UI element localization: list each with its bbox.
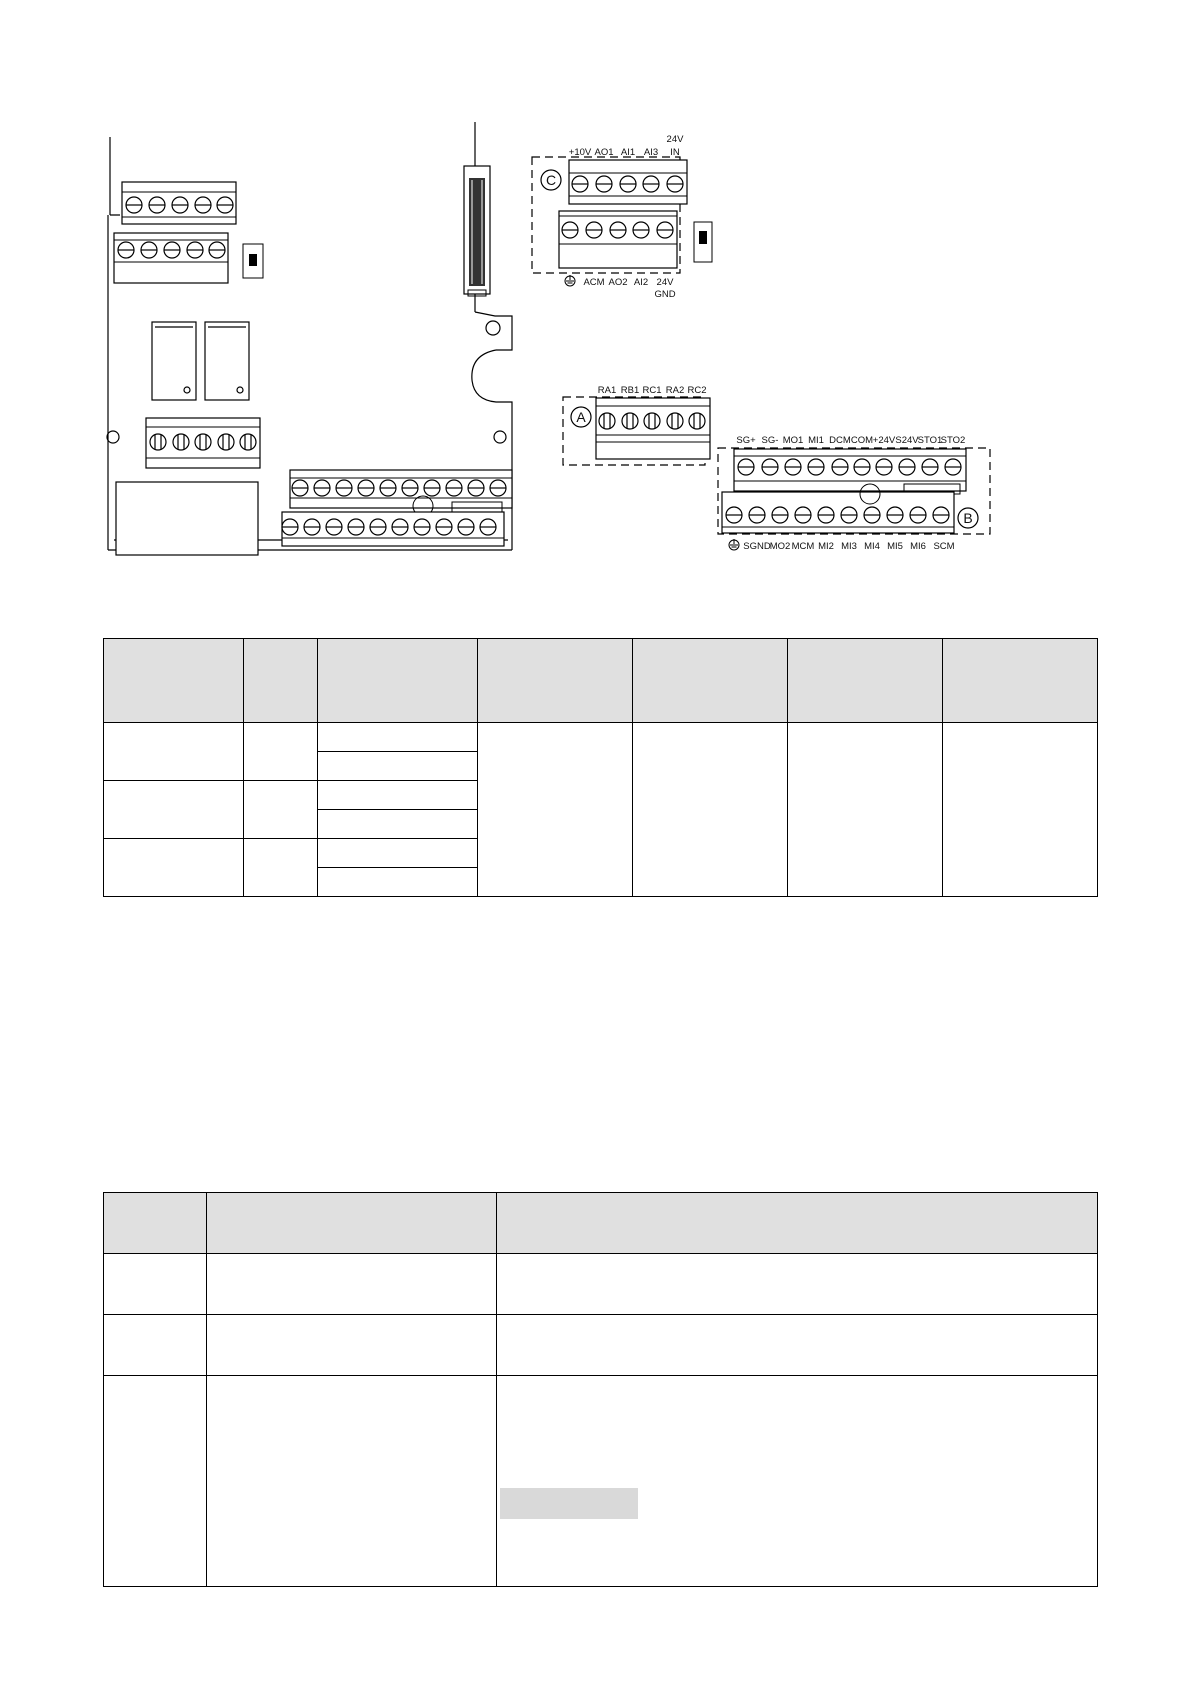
- table1-header-cell: [788, 639, 943, 723]
- label-c-top-1: +10V: [568, 147, 592, 158]
- table-cell: [497, 1376, 1098, 1587]
- table-cell: [104, 781, 244, 839]
- table-cell: [318, 839, 478, 868]
- label-b-top-7: +24V: [872, 435, 896, 446]
- table2-header-cell: [207, 1193, 497, 1254]
- table-cell: [318, 723, 478, 752]
- bottom-left-component: [116, 482, 258, 555]
- table-cell: [478, 723, 633, 897]
- label-c-bottom-2: AO2: [608, 277, 628, 288]
- detail-b-io-terminals: [718, 435, 990, 552]
- label-c-bottom-gnd: GND: [654, 289, 676, 300]
- label-b-bottom-1: SGND: [743, 541, 771, 552]
- label-c-top-3: AI1: [620, 147, 636, 158]
- table-cell: [318, 781, 478, 810]
- label-b-top-8: S24V: [895, 435, 919, 446]
- label-b-bottom-7: MI5: [887, 541, 903, 552]
- table-cell: [104, 723, 244, 781]
- table-cell: [633, 723, 788, 897]
- table-cell: [207, 1254, 497, 1315]
- ground-icon: [729, 539, 739, 550]
- detail-a-relay-terminals: [563, 385, 710, 465]
- terminal-function-table: [103, 1192, 1098, 1587]
- table-row: [104, 723, 1098, 752]
- table-cell: [104, 839, 244, 897]
- table-cell: [104, 1254, 207, 1315]
- table1-header-cell: [244, 639, 318, 723]
- table2-header-cell: [104, 1193, 207, 1254]
- label-b-top-4: MI1: [808, 435, 824, 446]
- table2-header-cell: [497, 1193, 1098, 1254]
- relays: [152, 322, 249, 400]
- table2-header-row: [104, 1193, 1098, 1254]
- label-b-bottom-3: MCM: [791, 541, 815, 552]
- label-b-bottom-2: MO2: [769, 541, 791, 552]
- table1-header-cell: [104, 639, 244, 723]
- table-cell: [788, 723, 943, 897]
- terminal-spec-table: [103, 638, 1098, 897]
- terminal-block-upper-left: [114, 182, 263, 283]
- table-cell: [497, 1254, 1098, 1315]
- label-b-top-9: STO1: [917, 435, 943, 446]
- table1-header-cell: [633, 639, 788, 723]
- marker-a: A: [576, 409, 586, 425]
- control-board-terminal-diagram: [0, 0, 1191, 600]
- table-cell: [943, 723, 1098, 897]
- label-b-top-6: COM: [850, 435, 874, 446]
- table1-header-cell: [318, 639, 478, 723]
- ribbon-connector: [464, 166, 490, 296]
- label-b-top-1: SG+: [736, 435, 756, 446]
- label-b-bottom-8: MI6: [910, 541, 926, 552]
- label-c-bottom-1: ACM: [583, 277, 605, 288]
- table-row: [104, 1254, 1098, 1315]
- label-c-top-2: AO1: [594, 147, 614, 158]
- table-cell: [497, 1315, 1098, 1376]
- label-a-5: RC2: [687, 385, 707, 396]
- table-cell: [244, 723, 318, 781]
- label-b-bottom-5: MI3: [841, 541, 857, 552]
- label-a-1: RA1: [597, 385, 617, 396]
- table1-header-cell: [478, 639, 633, 723]
- label-a-3: RC1: [642, 385, 662, 396]
- label-b-top-3: MO1: [782, 435, 804, 446]
- label-b-top-2: SG-: [761, 435, 779, 446]
- label-a-2: RB1: [620, 385, 640, 396]
- table-cell: [318, 868, 478, 897]
- label-b-top-5: DCM: [829, 435, 851, 446]
- table-cell: [104, 1315, 207, 1376]
- label-b-bottom-9: SCM: [933, 541, 955, 552]
- ground-icon: [565, 275, 575, 286]
- label-c-top-in: IN: [670, 147, 680, 158]
- table-cell: [318, 810, 478, 839]
- marker-c: C: [545, 172, 557, 188]
- label-b-top-10: STO2: [940, 435, 966, 446]
- terminal-block-relay: [146, 418, 260, 468]
- label-c-top-4: AI3: [643, 147, 659, 158]
- table-cell: [207, 1315, 497, 1376]
- terminal-block-io-board: [282, 470, 512, 546]
- table-cell: [244, 839, 318, 897]
- label-c-bottom-24v: 24V: [656, 277, 674, 288]
- table-row: [104, 1376, 1098, 1587]
- label-c-bottom-3: AI2: [633, 277, 649, 288]
- table1-header-cell: [943, 639, 1098, 723]
- label-c-top-24v: 24V: [666, 134, 684, 145]
- table-cell: [104, 1376, 207, 1587]
- table1-header-row: [104, 639, 1098, 723]
- table-cell: [207, 1376, 497, 1587]
- label-b-bottom-6: MI4: [864, 541, 880, 552]
- label-b-bottom-4: MI2: [818, 541, 834, 552]
- detail-c-analog-terminals: [532, 134, 712, 300]
- table-cell: [244, 781, 318, 839]
- label-a-4: RA2: [665, 385, 685, 396]
- table-cell: [318, 752, 478, 781]
- highlight-box: [500, 1488, 638, 1519]
- table-row: [104, 1315, 1098, 1376]
- marker-b: B: [963, 510, 973, 526]
